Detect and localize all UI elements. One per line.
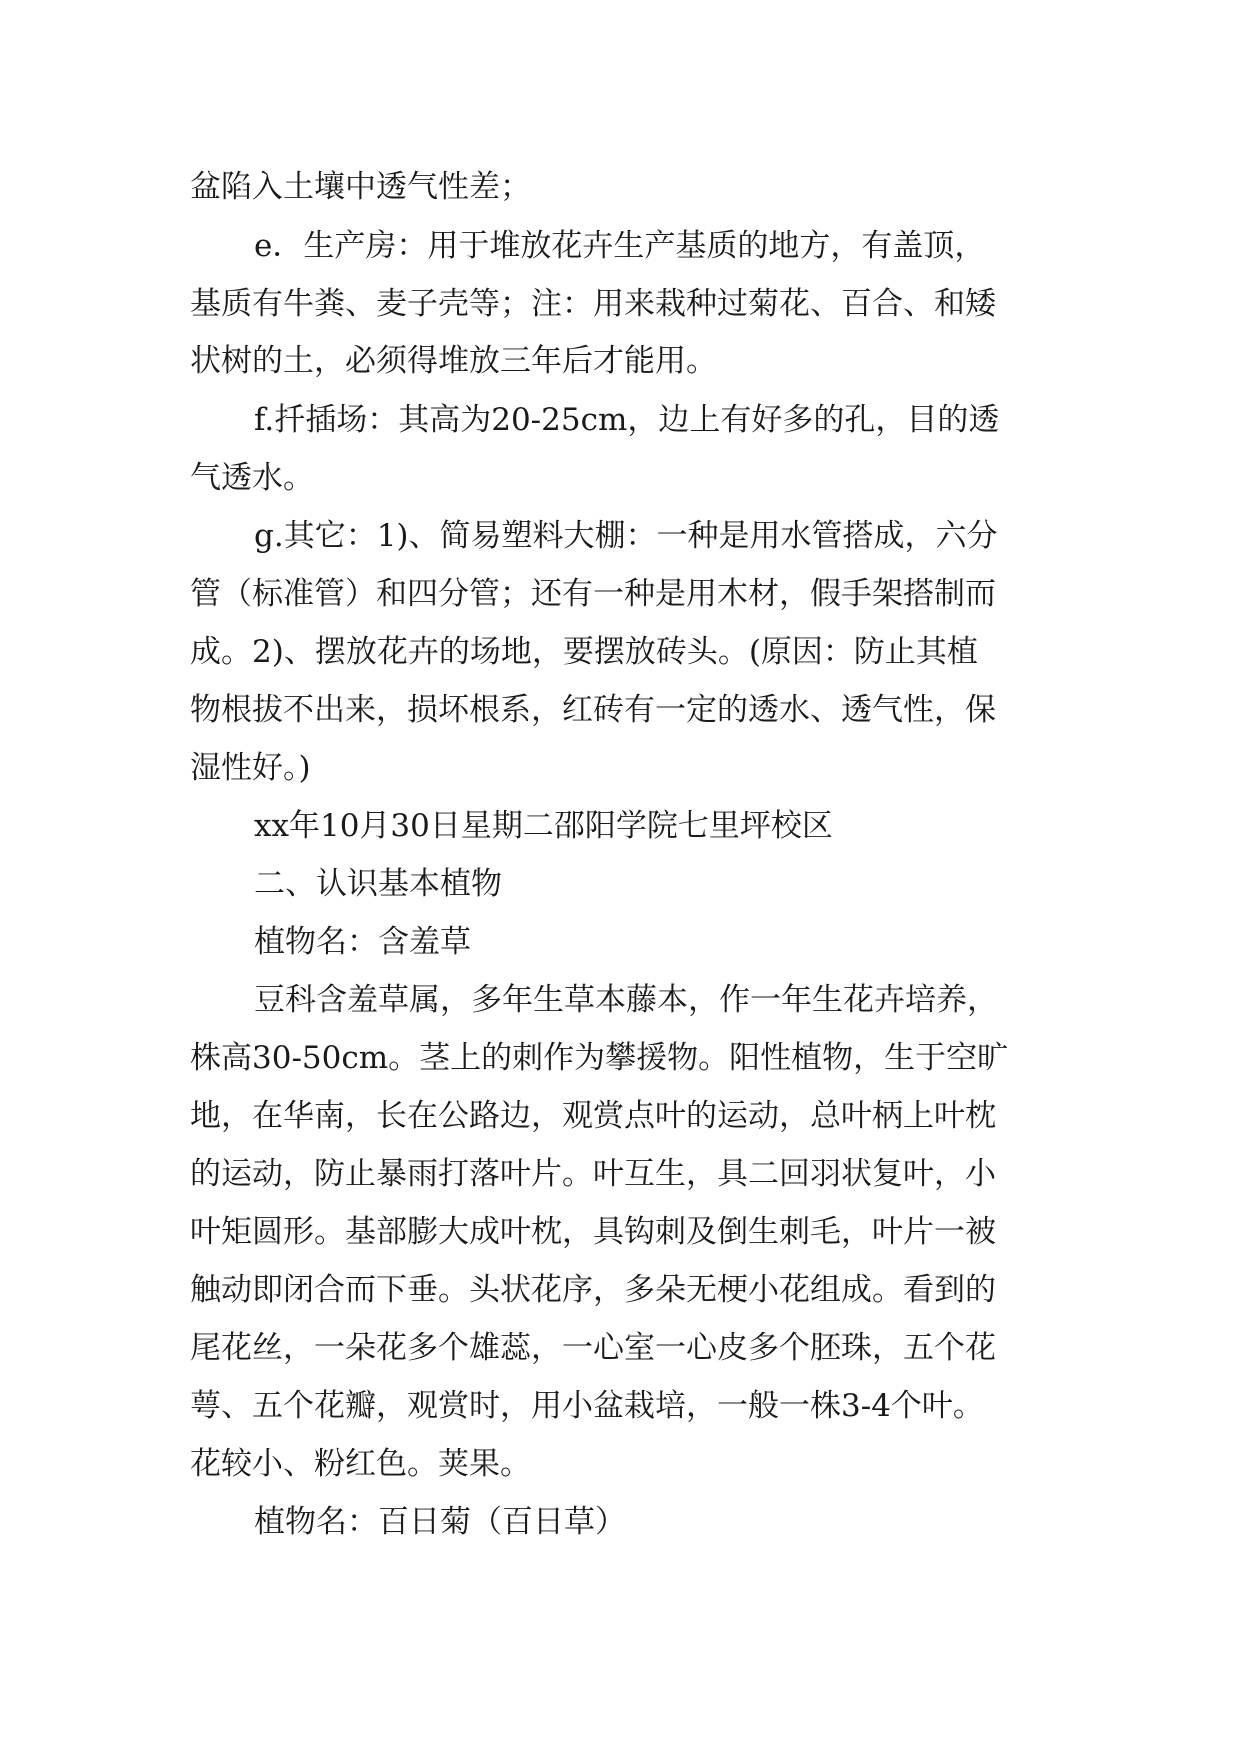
text-line: 气透水。 xyxy=(190,460,314,496)
text-line: 盆陷入土壤中透气性差； xyxy=(190,169,531,205)
text-line: 基质有牛粪、麦子壳等；注：用来栽种过菊花、百合、和矮 xyxy=(190,286,996,322)
plant-name-heading: 植物名：含羞草 xyxy=(254,924,471,960)
text-line: 的运动，防止暴雨打落叶片。叶互生，具二回羽状复叶，小 xyxy=(190,1156,996,1192)
text-line: 状树的土，必须得堆放三年后才能用。 xyxy=(190,343,717,379)
text-line: g.其它：1)、简易塑料大棚：一种是用水管搭成，六分 xyxy=(254,518,998,554)
text-line: e．生产房：用于堆放花卉生产基质的地方，有盖顶， xyxy=(254,228,986,264)
section-heading: 二、认识基本植物 xyxy=(254,866,502,902)
text-line: 湿性好。) xyxy=(190,750,311,786)
text-line: 豆科含羞草属，多年生草本藤本，作一年生花卉培养， xyxy=(254,982,998,1018)
text-line: 成。2)、摆放花卉的场地，要摆放砖头。(原因：防止其植 xyxy=(190,634,978,670)
text-line: 触动即闭合而下垂。头状花序，多朵无梗小花组成。看到的 xyxy=(190,1272,996,1308)
text-line: 叶矩圆形。基部膨大成叶枕，具钩刺及倒生刺毛，叶片一被 xyxy=(190,1214,996,1250)
text-line: 萼、五个花瓣，观赏时，用小盆栽培，一般一株3-4个叶。 xyxy=(190,1388,984,1424)
text-line: f.扦插场：其高为20-25cm，边上有好多的孔，目的透 xyxy=(254,402,1000,438)
text-line: 尾花丝，一朵花多个雄蕊，一心室一心皮多个胚珠，五个花 xyxy=(190,1330,996,1366)
text-line: 花较小、粉红色。荚果。 xyxy=(190,1446,531,1482)
plant-name-heading: 植物名：百日菊（百日草） xyxy=(254,1504,626,1540)
text-line: 株高30-50cm。茎上的刺作为攀援物。阳性植物，生于空旷 xyxy=(190,1040,1009,1076)
text-line: 地，在华南，长在公路边，观赏点叶的运动，总叶柄上叶枕 xyxy=(190,1098,996,1134)
text-line: 物根拔不出来，损坏根系，红砖有一定的透水、透气性，保 xyxy=(190,692,996,728)
text-line: 管（标准管）和四分管；还有一种是用木材，假手架搭制而 xyxy=(190,576,996,612)
text-line: xx年10月30日星期二邵阳学院七里坪校区 xyxy=(254,808,833,844)
